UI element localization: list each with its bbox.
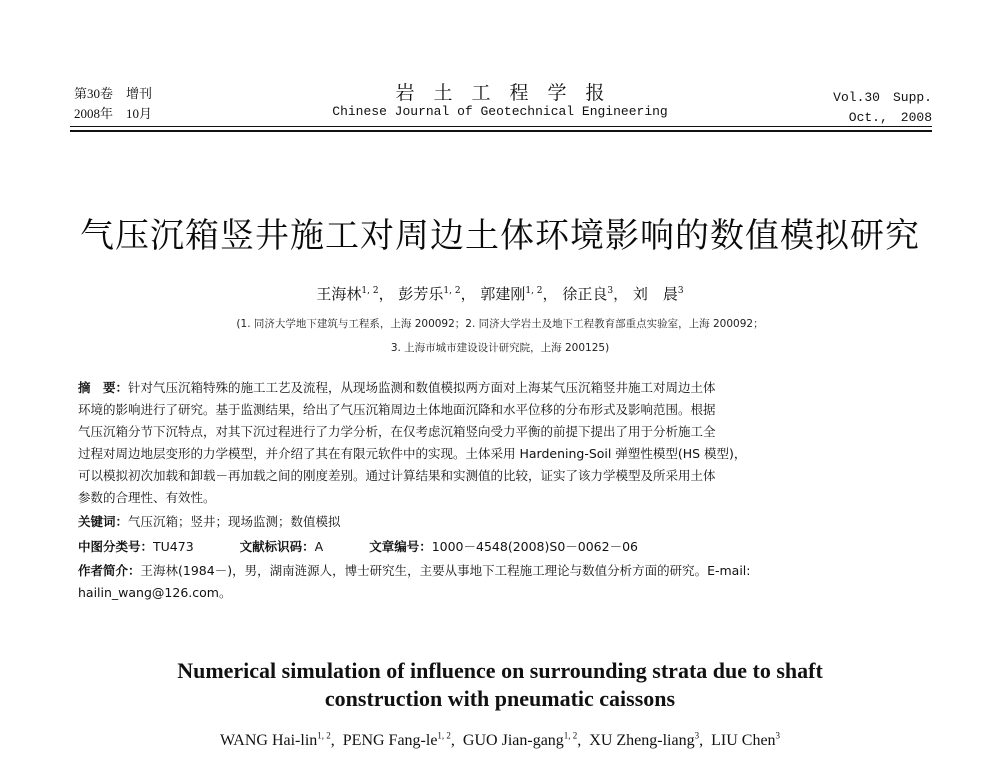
clc-label: 中图分类号： (78, 539, 154, 554)
author-affil-mark: 3 (694, 730, 700, 741)
date-en: Oct., 2008 (848, 110, 932, 125)
journal-title-cn: 岩 土 工 程 学 报 (395, 82, 605, 104)
author-affil-mark: 1, 2 (361, 286, 379, 296)
author-bio-label: 作者简介： (78, 563, 141, 578)
keywords (78, 512, 341, 530)
abstract-line: 气压沉箱分节下沉特点，对其下沉过程进行了力学分析，在仅考虑沉箱竖向受力平衡的前提下提出了用于分析施工全 (78, 424, 716, 439)
author-affil-mark: 1, 2 (525, 286, 543, 296)
author-affil-mark: 3 (775, 730, 781, 741)
article-number-value: 1000－4548(2008)S0－0062－06 (431, 539, 638, 554)
doc-code-value: A (314, 539, 324, 554)
author-affil-mark: 1, 2 (317, 730, 331, 741)
volume-issue: 第30卷 增刊 (74, 86, 153, 101)
author-cn: 彭芳乐 (398, 285, 444, 303)
header-rule-thick (70, 130, 932, 132)
paper-title-en-line-2: construction with pneumatic caissons (324, 686, 676, 711)
author-list-en: WANG Hai-lin$^{1, 2}$, PENG Fang-le$^{1, 2}$, GUO Jian-gang$^{1, 2}$, XU Zheng-liang$^3$, LIU Chen$^3$ (219, 730, 781, 749)
author-en: XU Zheng-liang (589, 732, 695, 749)
author-bio-email: hailin_wang@126.com。 (78, 585, 232, 600)
author-cn: 刘 晨 (632, 285, 678, 303)
article-number-label: 文章编号： (369, 539, 432, 554)
author-list-cn: 王海林$^{1, 2}$， 彭芳乐$^{1, 2}$， 郭建刚$^{1, 2}$， 徐正良$^3$， 刘 晨$^3$ (316, 285, 684, 303)
paper-title-cn: 气压沉箱竖井施工对周边土体环境影响的数值模拟研究 (80, 216, 920, 256)
abstract-line: 过程对周边地层变形的力学模型，并介绍了其在有限元软件中的实现。土体采用 Hardening-Soil 弹塑性模型(HS 模型)， (78, 446, 747, 461)
classification (78, 537, 638, 555)
issue-date: 2008年 10月 (74, 106, 153, 121)
author-bio-line: 王海林(1984－)，男，湖南涟源人，博士研究生，主要从事地下工程施工理论与数值分析方面的研究。E-mail: (140, 563, 751, 578)
author-affil-mark: 1, 2 (443, 286, 461, 296)
keywords-text: 气压沉箱；竖井；现场监测；数值模拟 (128, 514, 341, 529)
author-affil-mark: 1, 2 (437, 730, 451, 741)
author-affil-mark: 3 (677, 286, 684, 296)
author-cn: 郭建刚 (480, 285, 526, 303)
author-affil-mark: 1, 2 (563, 730, 578, 741)
author-cn: 徐正良 (562, 285, 608, 303)
author-bio (78, 560, 928, 604)
abstract (78, 377, 928, 509)
affiliation-line-1: (1. 同济大学地下建筑与工程系，上海 200092；2. 同济大学岩土及地下工程教育部重点实验室，上海 200092； (236, 318, 764, 330)
abstract-line: 针对气压沉箱特殊的施工工艺及流程，从现场监测和数值模拟两方面对上海某气压沉箱竖井施工对周边土体 (128, 380, 716, 395)
abstract-label: 摘 要： (78, 380, 129, 395)
author-cn: 王海林 (316, 285, 362, 303)
journal-title-en: Chinese Journal of Geotechnical Engineering (332, 104, 668, 119)
author-en: WANG Hai-lin (219, 732, 318, 749)
abstract-line: 环境的影响进行了研究。基于监测结果，给出了气压沉箱周边土体地面沉降和水平位移的分布形式及影响范围。根据 (78, 402, 716, 417)
author-en: GUO Jian-gang (462, 732, 564, 749)
clc-value: TU473 (153, 539, 194, 554)
author-en: PENG Fang-le (342, 732, 438, 749)
abstract-line: 可以模拟初次加载和卸载－再加载之间的刚度差别。通过计算结果和实测值的比较，证实了该力学模型及所采用土体 (78, 468, 716, 483)
affiliation-line-2: 3. 上海市城市建设设计研究院，上海 200125) (390, 342, 610, 354)
keywords-label: 关键词： (78, 514, 129, 529)
volume-en: Vol.30 Supp. (833, 90, 932, 105)
header-rule-thin (70, 126, 932, 127)
abstract-line: 参数的合理性、有效性。 (78, 490, 216, 505)
doc-code-label: 文献标识码： (239, 539, 315, 554)
author-en: LIU Chen (711, 732, 776, 749)
paper-title-en-line-1: Numerical simulation of influence on surrounding strata due to shaft (177, 658, 823, 683)
author-affil-mark: 3 (607, 286, 614, 296)
